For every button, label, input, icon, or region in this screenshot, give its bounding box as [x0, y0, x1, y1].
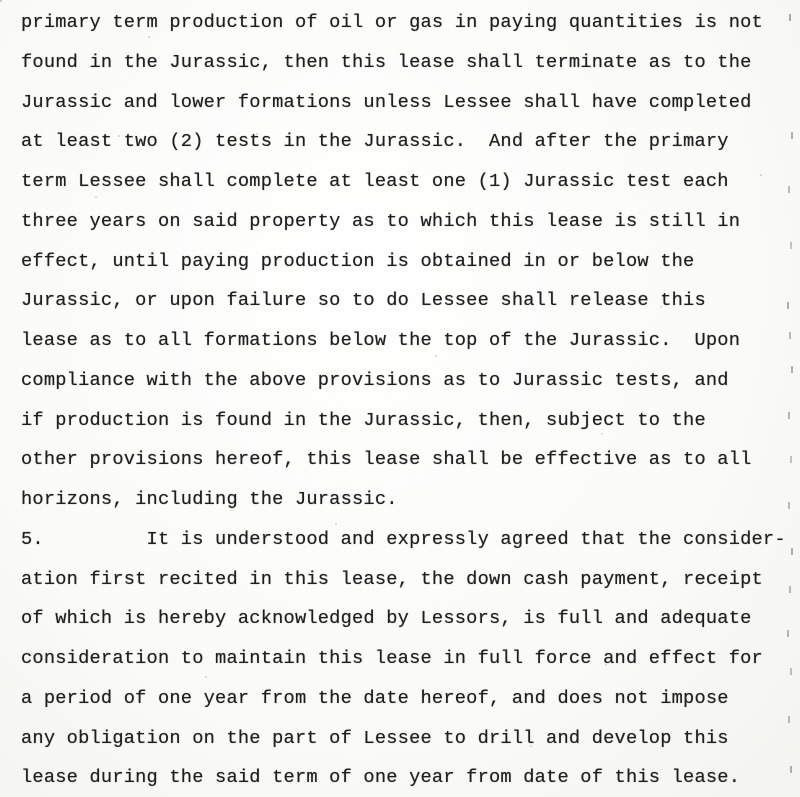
text-line: at least two (2) tests in the Jurassic. And after the primary	[21, 130, 729, 153]
text-line: of which is hereby acknowledged by Lessors, is full and adequate	[21, 607, 752, 630]
text-line paragraph-5-start: 5. It is understood and expressly agreed that the consider-	[21, 527, 786, 550]
text-line: ation first recited in this lease, the down cash payment, receipt	[21, 567, 763, 590]
text-line: term Lessee shall complete at least one (1) Jurassic test each	[21, 170, 729, 192]
text-line: lease during the said term of one year from date of this lease.	[21, 766, 741, 789]
text-line: a period of one year from the date hereof, and does not impose	[21, 686, 729, 709]
text-line: any obligation on the part of Lessee to drill and develop this	[21, 726, 729, 749]
text-line: compliance with the above provisions as to Jurassic tests, and	[21, 368, 729, 391]
text-line: Jurassic and lower formations unless Lessee shall have completed	[21, 90, 752, 113]
text-line: horizons, including the Jurassic.	[21, 488, 398, 510]
text-line: if production is found in the Jurassic, then, subject to the	[21, 408, 706, 431]
document-text-block	[21, 3, 786, 797]
paper-noise-specks	[0, 0, 2, 2]
scan-edge-noise	[789, 14, 791, 21]
text-line: effect, until paying production is obtained in or below the	[21, 249, 695, 272]
text-line: consideration to maintain this lease in full force and effect for	[21, 647, 763, 669]
text-line: primary term production of oil or gas in paying quantities is not	[21, 11, 763, 33]
text-line: Jurassic, or upon failure so to do Lessee shall release this	[21, 289, 706, 312]
text-line: other provisions hereof, this lease shall be effective as to all	[21, 448, 752, 471]
text-line: found in the Jurassic, then this lease shall terminate as to the	[21, 50, 752, 73]
text-line: three years on said property as to which this lease is still in	[21, 209, 741, 232]
text-line: lease as to all formations below the top of the Jurassic. Upon	[21, 329, 741, 351]
